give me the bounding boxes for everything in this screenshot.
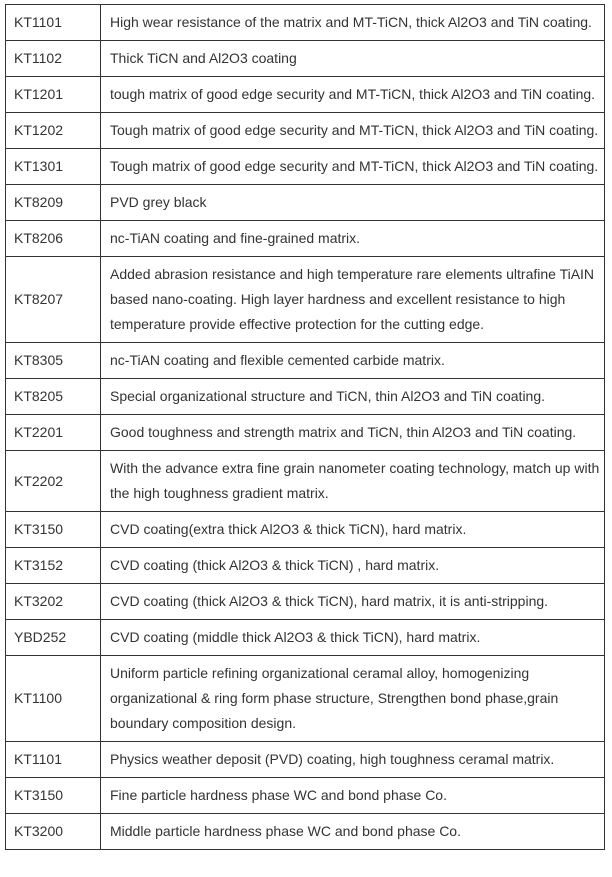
grade-description: Fine particle hardness phase WC and bond phase Co.: [101, 778, 605, 814]
table-row: [6, 113, 605, 149]
grade-code: KT3150: [6, 512, 101, 548]
grade-code: KT2202: [6, 451, 101, 512]
grade-description: PVD grey black: [101, 185, 605, 221]
grade-description: Physics weather deposit (PVD) coating, high toughness ceramal matrix.: [101, 742, 605, 778]
grade-code: KT1101: [6, 742, 101, 778]
table-row: [6, 512, 605, 548]
table-row: [6, 620, 605, 656]
table-row: [6, 584, 605, 620]
grade-description: nc-TiAN coating and flexible cemented carbide matrix.: [101, 343, 605, 379]
grade-description: Tough matrix of good edge security and MT-TiCN, thick Al2O3 and TiN coating.: [101, 149, 605, 185]
grade-code: KT8209: [6, 185, 101, 221]
grade-code: YBD252: [6, 620, 101, 656]
grade-description: High wear resistance of the matrix and MT-TiCN, thick Al2O3 and TiN coating.: [101, 5, 605, 41]
grade-code: KT3202: [6, 584, 101, 620]
grade-code: KT1100: [6, 656, 101, 742]
grade-code: KT3152: [6, 548, 101, 584]
grades-table-body: [6, 5, 605, 850]
table-row: [6, 221, 605, 257]
grade-code: KT2201: [6, 415, 101, 451]
grade-code: KT8205: [6, 379, 101, 415]
grade-code: KT3150: [6, 778, 101, 814]
grade-code: KT8206: [6, 221, 101, 257]
grade-description: Uniform particle refining organizational ceramal alloy, homogenizing organizational & ring form phase structure, Strengthen bond phase,grain boundary composition design.: [101, 656, 605, 742]
table-row: [6, 451, 605, 512]
grade-description: With the advance extra fine grain nanometer coating technology, match up with the high toughness gradient matrix.: [101, 451, 605, 512]
grade-code: KT8207: [6, 257, 101, 343]
grade-description: nc-TiAN coating and fine-grained matrix.: [101, 221, 605, 257]
table-row: [6, 343, 605, 379]
table-row: [6, 778, 605, 814]
table-row: [6, 814, 605, 850]
table-row: [6, 379, 605, 415]
grade-description: Special organizational structure and TiCN, thin Al2O3 and TiN coating.: [101, 379, 605, 415]
table-row: [6, 77, 605, 113]
grade-description: Thick TiCN and Al2O3 coating: [101, 41, 605, 77]
grade-description: Tough matrix of good edge security and MT-TiCN, thick Al2O3 and TiN coating.: [101, 113, 605, 149]
grade-code: KT1201: [6, 77, 101, 113]
grade-code: KT8305: [6, 343, 101, 379]
grade-code: KT1301: [6, 149, 101, 185]
grade-description: CVD coating(extra thick Al2O3 & thick TiCN), hard matrix.: [101, 512, 605, 548]
grades-table: [5, 4, 605, 850]
table-row: [6, 548, 605, 584]
table-row: [6, 41, 605, 77]
table-row: [6, 656, 605, 742]
grade-code: KT1102: [6, 41, 101, 77]
grade-description: Added abrasion resistance and high temperature rare elements ultrafine TiAIN based nano-coating. High layer hardness and excellent resistance to high temperature provide effective protection for the cutting edge.: [101, 257, 605, 343]
table-row: [6, 5, 605, 41]
grade-description: Good toughness and strength matrix and TiCN, thin Al2O3 and TiN coating.: [101, 415, 605, 451]
grade-description: CVD coating (thick Al2O3 & thick TiCN), hard matrix, it is anti-stripping.: [101, 584, 605, 620]
table-row: [6, 257, 605, 343]
table-row: [6, 149, 605, 185]
table-row: [6, 415, 605, 451]
grade-description: Middle particle hardness phase WC and bond phase Co.: [101, 814, 605, 850]
grade-code: KT1202: [6, 113, 101, 149]
table-row: [6, 185, 605, 221]
grade-code: KT3200: [6, 814, 101, 850]
grade-description: CVD coating (middle thick Al2O3 & thick TiCN), hard matrix.: [101, 620, 605, 656]
grade-code: KT1101: [6, 5, 101, 41]
grade-description: CVD coating (thick Al2O3 & thick TiCN) , hard matrix.: [101, 548, 605, 584]
table-row: [6, 742, 605, 778]
grade-description: tough matrix of good edge security and MT-TiCN, thick Al2O3 and TiN coating.: [101, 77, 605, 113]
